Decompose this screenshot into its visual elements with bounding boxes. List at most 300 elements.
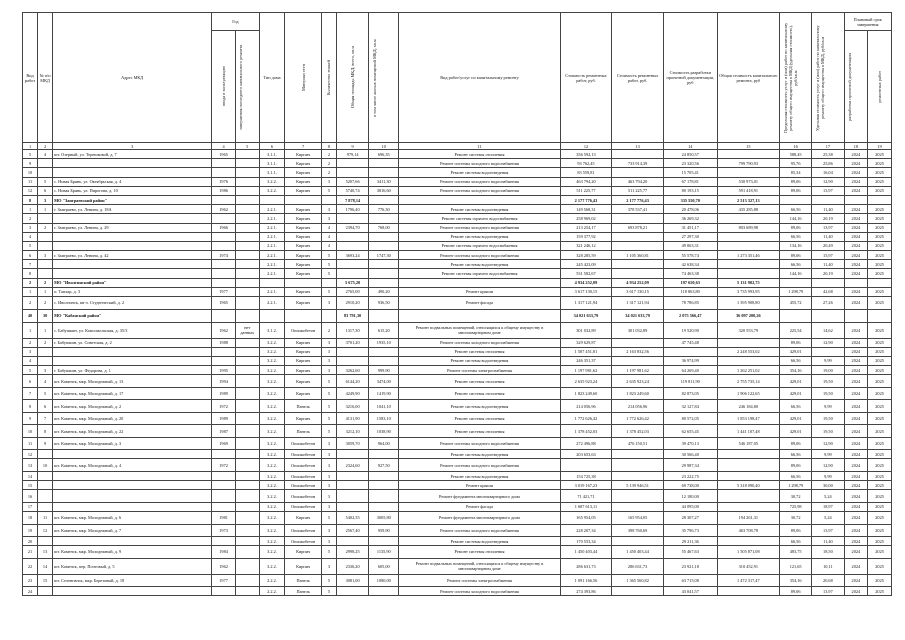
table-cell: Ремонт подвальных помещений, относящихся к общему имуществу в многоквартирном доме [399,322,560,338]
table-cell [235,150,259,159]
table-cell: Ремонт системы водоотведения [399,400,560,413]
table-cell: Ремонт системы отопления [399,425,560,438]
table-cell: 3 [321,356,336,365]
table-cell [235,558,259,574]
table-cell: 10 [23,168,38,177]
table-cell: 3.2.2. [259,524,285,537]
column-number: 6 [259,143,285,150]
table-row [23,574,892,587]
table-cell: 1 823 249,60 [560,387,612,400]
table-cell: 15 705,41 [663,168,717,177]
table-cell [336,490,368,503]
table-cell: 2 177 776,43 [560,195,612,204]
table-cell: 3.2.2. [259,356,285,365]
table-cell: Ремонт системы отопления [399,387,560,400]
table-cell: 2025 [868,269,892,278]
table-cell [38,481,53,490]
table-cell: 71 421,71 [560,490,612,503]
table-cell: 9,99 [812,471,844,480]
hdr-plan-doc: разработки проектной документации [846,52,852,121]
table-cell: 2025 [868,159,892,168]
table-cell [212,502,236,511]
table-cell [235,524,259,537]
table-cell: 2.2.2. [259,574,285,587]
table-cell: 16,04 [812,168,844,177]
subtotal-row [23,195,892,204]
table-cell: 11,40 [812,260,844,269]
table-cell: 5 675,20 [336,278,368,287]
table-cell: 1 772 626,42 [560,412,612,425]
table-cell: 1995 [212,366,236,375]
table-cell: 66,56 [780,205,812,214]
table-cell: 3.2.2. [259,366,285,375]
table-cell: 2024 [844,587,868,596]
table-cell: МО "Иволгинский район" [53,278,212,287]
table-cell: 13,97 [812,587,844,596]
table-cell: 733 914,39 [612,159,664,168]
table-cell: 29 987,34 [663,459,717,472]
table-cell: 2024 [844,512,868,525]
table-cell: 66,56 [780,537,812,546]
table-cell [336,587,368,596]
table-cell: 4 [38,150,53,159]
column-number: 16 [780,143,812,150]
table-cell [38,471,53,480]
table-cell: 19 520,90 [663,322,717,338]
table-cell [369,232,399,241]
table-cell: 2024 [844,241,868,250]
table-cell: шт. Каменск, мкр. Молодежный, д. 4 [53,459,212,472]
table-cell: 3.1.2. [259,322,285,338]
table-cell: 36 974,99 [663,356,717,365]
table-cell: шт. Каменск, мкр. Молодежный, д. 6 [53,512,212,525]
table-cell: 1583,10 [369,412,399,425]
table-cell: 3 [321,366,336,375]
table-cell [336,232,368,241]
table-cell: 5 [321,287,336,296]
table-cell: 2025 [868,205,892,214]
table-cell [560,459,612,472]
table-cell [717,537,779,546]
table-cell [38,232,53,241]
table-cell: 615,20 [369,322,399,338]
table-cell [212,260,236,269]
table-cell [259,195,285,204]
table-cell: 1974 [212,251,236,260]
table-cell [717,338,779,347]
table-row [23,524,892,537]
table-cell [369,587,399,596]
hdr-type: Тип дома [259,13,285,143]
table-cell: 3.2.2. [259,412,285,425]
table-cell: 3 [321,338,336,347]
table-cell: Опилкобетон [285,471,322,480]
table-cell: 62 655,45 [663,425,717,438]
table-cell [336,241,368,250]
table-cell: 119 811,90 [663,375,717,388]
table-cell [336,269,368,278]
table-cell: 23 320,56 [663,159,717,168]
table-cell: 2024 [844,524,868,537]
table-cell: 35 796,73 [663,524,717,537]
table-cell: 213 254,17 [560,223,612,232]
table-cell: 398 760,69 [612,524,664,537]
table-cell: Ремонт фасада [399,502,560,511]
table-row [23,450,892,459]
table-cell: 1 273 351,46 [717,251,779,260]
table-cell: Ремонт системы холодного водоснабжения [399,338,560,347]
table-cell: 30 566,40 [663,450,717,459]
table-cell: г. Бабушкин, ул. Советская, д. 2 [53,338,212,347]
table-cell: 93 762,45 [560,159,612,168]
table-cell: 2025 [868,587,892,596]
table-cell: шт. Каменск, мкр. Молодежный, д. 3 [53,437,212,450]
table-cell: 1 [38,205,53,214]
table-cell [369,195,399,204]
table-cell: 1135,90 [369,546,399,559]
table-cell [235,205,259,214]
table-cell: 2025 [868,322,892,338]
table-cell [53,214,212,223]
table-cell: 1419,90 [369,387,399,400]
table-cell: 3.2.2. [259,537,285,546]
table-cell: Кирпич [285,260,322,269]
table-cell: 588,45 [780,150,812,159]
table-cell: 3 [321,347,336,356]
table-cell: 2024 [844,214,868,223]
hdr-floors: Количество этажей [326,59,332,96]
table-cell: Панель [285,400,322,413]
table-cell: 5 [321,546,336,559]
table-cell [235,278,259,287]
table-cell: 2025 [868,241,892,250]
table-cell [235,490,259,503]
table-cell [612,471,664,480]
table-cell: 15,97 [812,251,844,260]
table-cell [212,168,236,177]
table-cell: 1 197 981,62 [560,366,612,375]
table-cell: Кирпич [285,186,322,195]
table-cell [212,471,236,480]
table-cell: 1976 [212,177,236,186]
table-cell: 3693,24 [336,251,368,260]
table-cell: 20 478,06 [663,205,717,214]
table-cell: 6 [38,186,53,195]
table-cell: 214 056,96 [560,400,612,413]
table-cell: Ремонт системы холодного водоснабжения [399,524,560,537]
table-cell: 1965 [212,150,236,159]
table-cell: 3 [321,502,336,511]
table-cell: 2024 [844,387,868,400]
table-cell [38,260,53,269]
table-cell: 89,06 [780,587,812,596]
column-number: 7 [285,143,322,150]
table-row [23,546,892,559]
table-cell: 2024 [844,356,868,365]
table-cell [612,241,664,250]
table-cell [38,502,53,511]
table-cell [369,159,399,168]
column-number: 8 [321,143,336,150]
table-cell [321,278,336,287]
table-cell [612,502,664,511]
table-cell: 7 [23,260,38,269]
table-cell: 43 041,57 [663,587,717,596]
table-cell: 5 [23,150,38,159]
table-cell [336,356,368,365]
table-cell: 1969 [212,437,236,450]
table-cell [369,309,399,322]
table-cell [612,459,664,472]
column-number: 18 [844,143,868,150]
table-cell: 19,50 [812,387,844,400]
table-cell: Кирпич [285,168,322,177]
table-cell [235,481,259,490]
table-cell: 14,62 [812,322,844,338]
table-cell: 2024 [844,168,868,177]
table-cell: 3 [321,214,336,223]
column-number-row [23,143,892,150]
table-cell: МО "Кабанский район" [53,309,212,322]
column-number: 12 [560,143,612,150]
table-cell [717,214,779,223]
table-cell: 5 [321,512,336,525]
table-cell: 429,01 [780,347,812,356]
table-cell: 605,00 [369,558,399,574]
table-cell: 6 [23,251,38,260]
table-cell: 3.2.2. [259,375,285,388]
table-cell: 2 [38,297,53,310]
hdr-area-living: в том числе жилых помещений МКД, кв.м [371,38,377,117]
table-cell [369,241,399,250]
table-cell: 4 [321,241,336,250]
table-cell [812,195,844,204]
column-number: 17 [812,143,844,150]
table-cell: 2 177 776,43 [612,195,664,204]
table-cell: Ремонт системы горячего водоснабжения [399,269,560,278]
table-cell [212,214,236,223]
table-cell [235,574,259,587]
table-cell: 3 735 993,95 [717,287,779,296]
table-cell: 2025 [868,366,892,375]
table-cell: 83 791,30 [336,309,368,322]
table-cell: Ремонт системы отопления [399,375,560,388]
table-row [23,587,892,596]
table-cell: Ремонт системы холодного водоснабжения [399,459,560,472]
table-cell: 1 395 908,80 [717,297,779,310]
table-row [23,150,892,159]
table-cell [369,356,399,365]
table-cell [38,214,53,223]
table-row [23,437,892,450]
table-cell: 154 725,38 [560,471,612,480]
table-cell: 5 [321,269,336,278]
table-row [23,214,892,223]
table-cell [235,159,259,168]
table-cell: 2 [23,214,38,223]
table-cell: 19 [23,524,38,537]
table-cell: 3 [321,177,336,186]
table-cell [812,347,844,356]
table-cell [612,338,664,347]
table-cell: Опилкобетон [285,437,322,450]
table-cell: 483,75 [780,546,812,559]
table-cell: 2024 [844,186,868,195]
table-cell: с. Иволгинск, кв-л. Студенческий, д. 2 [53,297,212,310]
table-row [23,471,892,480]
table-cell [235,309,259,322]
table-cell [717,471,779,480]
table-cell [235,177,259,186]
table-cell [235,366,259,375]
table-cell: 149 568,31 [560,205,612,214]
table-cell: 3.2.2. [259,558,285,574]
table-cell: Кирпич [285,241,322,250]
table-cell: 2024 [844,481,868,490]
table-cell: 134,16 [780,241,812,250]
table-cell: 378 537,41 [612,205,664,214]
table-cell: 42 638,34 [663,260,717,269]
table-cell: 3 019 167,23 [560,481,612,490]
table-cell: 3.2.2. [259,437,285,450]
table-cell: 64 269,40 [663,366,717,375]
table-cell [612,260,664,269]
table-cell: 1987 [212,425,236,438]
table-cell: Ремонт системы водоотведения [399,168,560,177]
table-cell [812,278,844,287]
table-cell: 13 [38,546,53,559]
table-cell [336,450,368,459]
table-cell: Опилкобетон [285,322,322,338]
table-cell: 6 [38,400,53,413]
table-cell: 30,72 [780,512,812,525]
table-cell: Ремонт системы холодного водоснабжения [399,186,560,195]
table-cell: 8 [23,400,38,413]
table-cell: 3059,70 [336,437,368,450]
table-cell: 89,06 [780,177,812,186]
table-cell: 272 496,88 [560,437,612,450]
table-cell: Кирпич [285,387,322,400]
table-cell [336,168,368,177]
table-cell: 1 317 121,94 [560,297,612,310]
table-cell: 3.1.1. [259,168,285,177]
table-cell: 286 631,73 [612,558,664,574]
table-cell: 2.2.1. [259,223,285,232]
table-cell: 511 225,77 [560,186,612,195]
table-cell: 2025 [868,574,892,587]
table-cell: 2025 [868,400,892,413]
table-cell: 9 [38,437,53,450]
table-cell: 310 452,91 [717,558,779,574]
table-cell: 1 505 871,08 [717,546,779,559]
table-cell: 463 708,78 [717,524,779,537]
table-cell: 1988 [212,338,236,347]
table-cell: 1935,10 [369,338,399,347]
table-cell [235,546,259,559]
table-cell [612,214,664,223]
table-cell: 13 [23,459,38,472]
table-cell: 89,06 [780,186,812,195]
table-body [23,143,892,596]
table-cell: 1 687 613,11 [560,502,612,511]
table-row [23,177,892,186]
table-cell: 3816,60 [369,186,399,195]
table-cell [612,168,664,177]
table-cell: 6144,20 [336,375,368,388]
table-cell: 3216,00 [336,400,368,413]
table-cell [717,232,779,241]
table-cell [212,195,236,204]
table-cell [369,347,399,356]
table-cell: Ремонт системы водоотведения [399,471,560,480]
table-cell: 4 [38,375,53,388]
table-cell: 3 [321,471,336,480]
table-cell [235,260,259,269]
table-cell: 12 [23,450,38,459]
table-cell: 11 [38,512,53,525]
table-cell: Кирпич [285,412,322,425]
table-cell: 2324,60 [336,459,368,472]
table-cell [38,241,53,250]
table-cell: Ремонт фундамента многоквартирного дома [399,512,560,525]
table-cell: 2 075 566,47 [663,309,717,322]
table-row [23,502,892,511]
table-row [23,512,892,525]
table-cell: 78 786,85 [663,297,717,310]
table-cell: Кирпич [285,214,322,223]
table-cell [212,450,236,459]
table-cell: 11 [23,177,38,186]
table-cell: 4 [321,232,336,241]
table-cell: 546 187,05 [717,437,779,450]
table-cell [235,437,259,450]
hdr-year-last-repair: завершения последнего капитального ремонта [238,43,244,130]
table-cell: 2024 [844,269,868,278]
table-cell: 2 635 923,24 [560,375,612,388]
table-row [23,223,892,232]
table-cell: Панель [285,574,322,587]
table-cell: 19,00 [812,366,844,375]
table-cell: МО "Заиграевский район" [53,195,212,204]
table-cell: 2025 [868,537,892,546]
table-cell: 69 738,00 [663,481,717,490]
table-cell: 1965 [212,297,236,310]
table-cell: 1080,00 [369,574,399,587]
table-cell [336,159,368,168]
table-cell: г. Заиграево, ул. Ленина, д. 29 [53,223,212,232]
table-cell: 3.2.2. [259,347,285,356]
table-cell: 1 587 451,81 [560,347,612,356]
table-cell: 354,16 [780,574,812,587]
table-cell: 725,98 [780,502,812,511]
hdr-work: Вид работ/услуг по капитальному ремонту [399,13,560,143]
table-cell: 30,72 [780,490,812,503]
table-cell [38,537,53,546]
table-cell: 2.2.1. [259,241,285,250]
table-cell: Опилкобетон [285,481,322,490]
hdr-area-total: Общая площадь МКД, всего, кв.м [350,46,356,109]
table-cell: 14 [23,471,38,480]
table-cell: 95,76 [780,159,812,168]
table-cell [321,309,336,322]
table-cell: п. Тапхар, д. 3 [53,287,212,296]
table-cell: 5 [23,241,38,250]
table-cell: 80 193,15 [663,186,717,195]
table-cell: 2025 [868,471,892,480]
table-cell: 8 [23,269,38,278]
table-cell: 63 715,08 [663,574,717,587]
table-cell [717,168,779,177]
